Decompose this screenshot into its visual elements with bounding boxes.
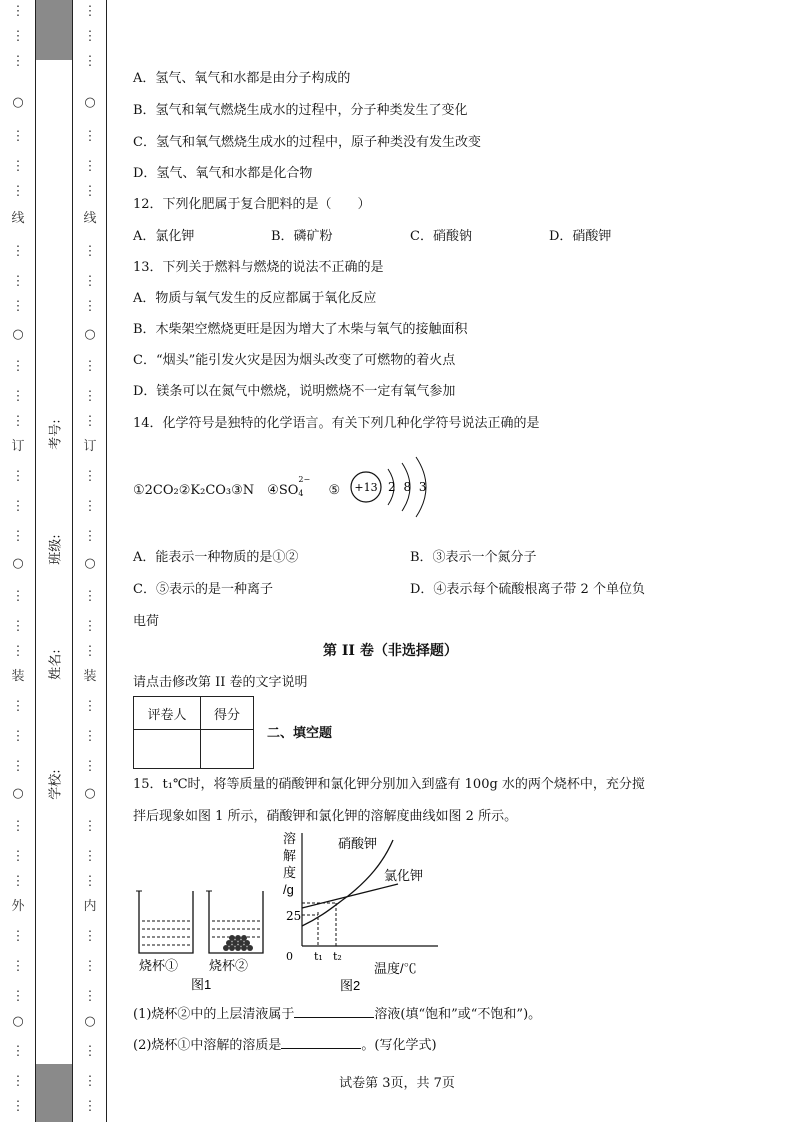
figure-2-solubility-chart	[278, 828, 453, 996]
q14-option-b: B．③表示一个氮分子	[410, 550, 537, 565]
section-heading-fill-in: 二、填空题	[267, 726, 333, 741]
field-name: 姓名:	[48, 649, 64, 680]
outer-mark-wai: 外	[11, 899, 25, 914]
origin-label: 0	[286, 950, 293, 963]
score-table	[133, 696, 254, 769]
q12-option-a: A．氯化钾	[133, 229, 195, 244]
beaker-2-label: 烧杯②	[209, 958, 249, 973]
q15-sub-1	[133, 1003, 541, 1022]
field-class: 班级:	[48, 534, 64, 565]
outer-binding-line: ⋮ ⋮ ⋮ ○ ⋮ ⋮ ⋮ 线 ⋮ ⋮ ⋮ ○ ⋮ ⋮ ⋮ 订 ⋮ ⋮ ⋮ ○ ⋮ ⋮ ⋮ 装 ⋮ ⋮ ⋮ ○ ⋮ ⋮ ⋮ 外 ⋮ ⋮ ⋮ ○ ⋮ ⋮ ⋮	[11, 4, 25, 1114]
outer-mark-zhuang: 装	[11, 669, 25, 684]
aluminum-atom-diagram	[348, 455, 458, 525]
x-tick-t2: t₂	[333, 950, 342, 963]
q14-symbols	[133, 475, 341, 498]
margin-rule	[72, 0, 73, 1122]
q14-option-c: C．⑤表示的是一种离子	[133, 582, 273, 597]
q15-sub-2	[133, 1034, 437, 1053]
binding-margin	[0, 0, 110, 1122]
q14-option-d: D．④表示每个硫酸根离子带 2 个单位负	[410, 582, 645, 597]
curve-kno3-label: 硝酸钾	[338, 836, 378, 851]
outer-mark-ding: 订	[11, 439, 25, 454]
atom-nucleus: +13	[354, 481, 378, 494]
score-header-grader: 评卷人	[134, 697, 201, 730]
q13-stem: 13．下列关于燃料与燃烧的说法不正确的是	[133, 260, 384, 275]
x-axis-label: 温度/℃	[374, 961, 417, 976]
answer-blank-2[interactable]	[281, 1036, 361, 1049]
q14-option-a: A．能表示一种物质的是①②	[133, 550, 299, 565]
curve-kcl-label: 氯化钾	[384, 868, 424, 883]
inner-mark-ding: 订	[83, 439, 97, 454]
curve-kcl	[302, 884, 398, 908]
q12-option-b: B．磷矿粉	[271, 229, 333, 244]
q15-sub-2-pre: (2)烧杯①中溶解的溶质是	[133, 1038, 282, 1053]
field-school: 学校:	[48, 769, 64, 800]
q11-option-d: D．氢气、氧气和水都是化合物	[133, 166, 313, 181]
y-label-char-1: 溶	[283, 831, 297, 846]
margin-rule	[35, 0, 36, 1122]
y-label-char-2: 解	[283, 848, 297, 863]
q11-option-a: A．氢气、氧气和水都是由分子构成的	[133, 71, 351, 86]
inner-binding-line: ⋮ ⋮ ⋮ ○ ⋮ ⋮ ⋮ 线 ⋮ ⋮ ⋮ ○ ⋮ ⋮ ⋮ 订 ⋮ ⋮ ⋮ ○ ⋮ ⋮ ⋮ 装 ⋮ ⋮ ⋮ ○ ⋮ ⋮ ⋮ 内 ⋮ ⋮ ⋮ ○ ⋮ ⋮ ⋮	[83, 4, 97, 1114]
inner-mark-zhuang: 装	[83, 669, 97, 684]
y-tick-25: 25	[286, 909, 302, 923]
x-tick-t1: t₁	[314, 950, 323, 963]
beaker-1-label: 烧杯①	[139, 958, 179, 973]
q12-stem: 12．下列化肥属于复合肥料的是（ ）	[133, 197, 371, 212]
q13-option-c: C．“烟头”能引发火灾是因为烟头改变了可燃物的着火点	[133, 353, 456, 368]
page-footer: 试卷第 3页，共 7页	[339, 1076, 455, 1091]
figure-1-beakers	[133, 885, 268, 995]
q15-stem-line1: 15．t₁℃时，将等质量的硝酸钾和氯化钾分别加入到盛有 100g 水的两个烧杯中，充分搅	[133, 777, 645, 792]
score-header-score: 得分	[201, 697, 254, 730]
y-label-char-4: /g	[283, 882, 294, 897]
score-cell-score[interactable]	[201, 730, 254, 769]
curve-kno3	[302, 840, 393, 926]
field-exam-no: 考号:	[48, 419, 64, 450]
inner-mark-xian: 线	[83, 211, 97, 226]
q14-stem: 14．化学符号是独特的化学语言。有关下列几种化学符号说法正确的是	[133, 416, 540, 431]
q15-sub-1-post: 溶液(填“饱和”或“不饱和”)。	[374, 1007, 542, 1022]
so4-charge: 2−	[298, 475, 311, 484]
section-ii-note: 请点击修改第 II 卷的文字说明	[133, 675, 308, 690]
q14-option-d-wrap: 电荷	[133, 614, 160, 629]
figure-1-caption: 图1	[191, 977, 212, 992]
q11-option-c: C．氢气和氧气燃烧生成水的过程中，原子种类没有发生改变	[133, 135, 481, 150]
answer-blank-1[interactable]	[294, 1005, 374, 1018]
q12-option-d: D．硝酸钾	[549, 229, 612, 244]
inner-mark-nei: 内	[83, 899, 97, 914]
outer-mark-xian: 线	[11, 211, 25, 226]
section-ii-title: 第 II 卷（非选择题）	[323, 643, 458, 659]
y-label-char-3: 度	[283, 865, 297, 880]
q15-stem-line2: 拌后现象如图 1 所示，硝酸钾和氯化钾的溶解度曲线如图 2 所示。	[133, 809, 518, 824]
atom-shells: 2 8 3	[388, 480, 427, 494]
margin-rule	[106, 0, 107, 1122]
q15-sub-1-pre: (1)烧杯②中的上层清液属于	[133, 1007, 295, 1022]
q13-option-d: D．镁条可以在氮气中燃烧，说明燃烧不一定有氧气参加	[133, 384, 456, 399]
q12-option-c: C．硝酸钠	[410, 229, 472, 244]
q13-option-a: A．物质与氧气发生的反应都属于氧化反应	[133, 291, 377, 306]
q15-sub-2-post: 。(写化学式)	[361, 1038, 437, 1053]
figure-2-caption: 图2	[340, 978, 361, 993]
margin-gray-block-top	[35, 0, 72, 60]
q14-item5-label: ⑤	[328, 483, 341, 498]
q14-symbols-text: ①2CO₂②K₂CO₃③N ④SO	[133, 483, 299, 498]
q11-option-b: B．氢气和氧气燃烧生成水的过程中，分子种类发生了变化	[133, 103, 468, 118]
so4-subscript: 4	[298, 489, 304, 498]
score-cell-grader[interactable]	[134, 730, 201, 769]
q13-option-b: B．木柴架空燃烧更旺是因为增大了木柴与氧气的接触面积	[133, 322, 468, 337]
